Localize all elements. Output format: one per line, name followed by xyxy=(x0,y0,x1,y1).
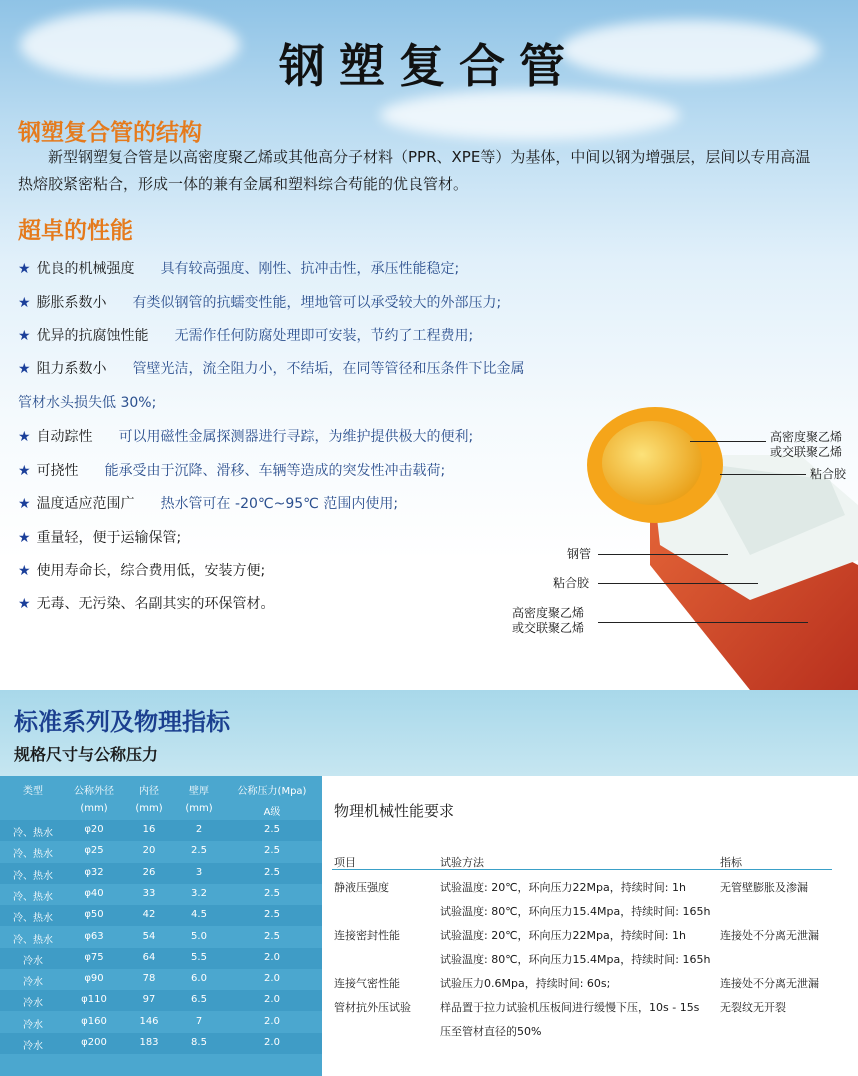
table-cell: 冷、热水 xyxy=(13,934,53,946)
feature-desc: 无需作任何防腐处理即可安装，节约了工程费用; xyxy=(174,328,474,344)
feature-title: 重量轻，便于运输保管; xyxy=(36,530,182,546)
spec-header-cell: 公称压力(Mpa) xyxy=(237,786,307,797)
table-row xyxy=(0,969,322,990)
table-cell: 2.5 xyxy=(264,824,280,835)
label-steel: 钢管 xyxy=(567,547,592,561)
mechanical-divider xyxy=(332,869,832,870)
feature-title: 阻力系数小 xyxy=(36,361,107,377)
spec-unit-cell: A级 xyxy=(263,807,281,818)
table-cell: 冷水 xyxy=(23,977,43,989)
mechanical-item-cell: 连接气密性能 xyxy=(334,977,400,990)
star-icon: ★ xyxy=(18,429,31,445)
mechanical-spec-cell: 连接处不分离无泄漏 xyxy=(720,977,819,990)
feature-desc: 可以用磁性金属探测器进行寻踪，为维护提供极大的便利; xyxy=(118,429,474,445)
label-inner-bottom xyxy=(512,606,584,636)
feature-item xyxy=(18,292,501,312)
table-cell: φ110 xyxy=(81,994,107,1006)
table-cell: 3 xyxy=(195,866,203,878)
feature-item xyxy=(18,258,459,278)
table-cell: 4.5 xyxy=(191,909,207,921)
table-cell: φ200 xyxy=(81,1037,107,1048)
label-line: 高密度聚乙烯 xyxy=(770,430,843,444)
leader-line xyxy=(690,441,766,442)
star-icon: ★ xyxy=(18,563,31,579)
spec-header-cell: 壁厚 xyxy=(189,786,209,797)
table-row xyxy=(0,1033,322,1054)
table-cell: 78 xyxy=(142,973,156,985)
table-cell: 2.0 xyxy=(264,994,280,1006)
feature-desc: 具有较高强度、刚性、抗冲击性，承压性能稳定; xyxy=(160,261,460,277)
mechanical-method-cell: 试验温度: 80℃，环向压力15.4Mpa，持续时间: 165h xyxy=(440,953,711,966)
feature-title: 使用寿命长，综合费用低，安装方便; xyxy=(36,563,266,579)
table-cell: φ32 xyxy=(84,866,104,878)
leader-line xyxy=(598,583,758,584)
mechanical-item-cell: 静液压强度 xyxy=(334,881,389,894)
mechanical-item-cell: 管材抗外压试验 xyxy=(334,1001,411,1014)
standards-subtitle: 规格尺寸与公称压力 xyxy=(14,745,159,764)
standards-band xyxy=(0,690,858,776)
mechanical-method-cell: 试验温度: 20℃，环向压力22Mpa，持续时间: 1h xyxy=(440,929,686,942)
leader-line xyxy=(720,474,806,475)
mechanical-title: 物理机械性能要求 xyxy=(334,802,455,820)
feature-item xyxy=(18,325,473,345)
star-icon: ★ xyxy=(18,530,31,546)
table-cell: φ25 xyxy=(84,845,104,857)
table-cell: φ63 xyxy=(84,930,104,942)
label-line: 或交联聚乙烯 xyxy=(512,621,585,635)
table-cell: 冷、热水 xyxy=(13,849,53,861)
table-cell: 54 xyxy=(142,930,156,942)
star-icon: ★ xyxy=(18,328,31,344)
table-cell: 2.0 xyxy=(264,973,280,985)
inner-bore xyxy=(602,421,702,505)
table-cell: 冷水 xyxy=(23,955,43,967)
page-title: 钢塑复合管 xyxy=(279,39,579,93)
table-cell: 2.5 xyxy=(264,887,280,899)
table-cell: 2.5 xyxy=(191,845,207,857)
feature-continuation: 管材水头损失低 30%; xyxy=(18,395,157,411)
table-cell: 2.5 xyxy=(264,845,280,857)
label-line: 高密度聚乙烯 xyxy=(512,606,585,620)
table-cell: 冷水 xyxy=(23,998,43,1010)
table-cell: 2.5 xyxy=(264,866,280,878)
table-cell: 146 xyxy=(139,1015,159,1027)
spec-unit-row xyxy=(0,799,322,820)
table-cell: 7 xyxy=(195,1015,203,1027)
mechanical-method-cell: 试验压力0.6Mpa，持续时间: 60s; xyxy=(440,977,611,990)
feature-item xyxy=(18,426,473,446)
mechanical-method-cell: 压至管材直径的50% xyxy=(440,1025,542,1038)
table-row xyxy=(0,820,322,841)
bottom-section xyxy=(0,690,858,1076)
table-cell: φ20 xyxy=(84,824,104,835)
mechanical-panel xyxy=(322,776,858,1076)
table-cell: 8.5 xyxy=(191,1037,207,1048)
structure-heading: 钢塑复合管的结构 xyxy=(18,120,202,146)
table-cell: 42 xyxy=(142,909,156,921)
table-cell: 冷、热水 xyxy=(13,870,53,882)
table-cell: 冷水 xyxy=(23,1019,43,1031)
table-row xyxy=(0,884,322,905)
star-icon: ★ xyxy=(18,361,31,377)
table-row xyxy=(0,1012,322,1033)
spec-header-cell: 内径 xyxy=(139,786,159,797)
spec-header-row xyxy=(0,778,322,799)
leader-line xyxy=(598,554,728,555)
table-cell: 3.2 xyxy=(191,887,207,899)
feature-desc: 管壁光洁，流全阻力小，不结垢，在同等管径和压条件下比金属 xyxy=(132,361,525,377)
spec-unit-cell: (mm) xyxy=(185,803,213,814)
label-outer-top xyxy=(770,430,842,460)
spec-table xyxy=(0,776,322,1076)
feature-item xyxy=(18,527,181,547)
table-cell: 183 xyxy=(139,1037,159,1048)
table-cell: 97 xyxy=(142,994,156,1006)
table-cell: φ75 xyxy=(84,951,104,963)
star-icon: ★ xyxy=(18,463,31,479)
table-cell: 2.0 xyxy=(264,1015,280,1027)
feature-title: 优良的机械强度 xyxy=(36,261,135,277)
table-cell: 冷、热水 xyxy=(13,891,53,903)
label-glue-bottom: 粘合胶 xyxy=(553,576,590,590)
feature-title: 可挠性 xyxy=(36,463,79,479)
feature-title: 无毒、无污染、名副其实的环保管材。 xyxy=(36,596,275,612)
table-cell: 冷水 xyxy=(23,1041,43,1052)
table-cell: 冷、热水 xyxy=(13,913,53,925)
feature-item xyxy=(18,593,275,613)
feature-item xyxy=(18,493,398,513)
table-cell: 2 xyxy=(195,824,203,835)
table-cell: 5.0 xyxy=(191,930,207,942)
mechanical-header-spec: 指标 xyxy=(720,856,742,869)
feature-item xyxy=(18,358,525,378)
table-cell: φ40 xyxy=(84,887,104,899)
mechanical-header-method: 试验方法 xyxy=(440,856,484,869)
mechanical-method-cell: 样品置于拉力试验机压板间进行缓慢下压，10s - 15s xyxy=(440,1001,700,1014)
table-cell: φ90 xyxy=(84,973,104,985)
table-cell: 6.0 xyxy=(191,973,207,985)
table-cell: 6.5 xyxy=(191,994,207,1006)
table-cell: 16 xyxy=(142,824,156,835)
performance-heading: 超卓的性能 xyxy=(18,218,133,244)
table-row xyxy=(0,905,322,926)
table-row xyxy=(0,990,322,1011)
table-cell: 冷、热水 xyxy=(13,828,53,839)
table-cell: 33 xyxy=(142,887,156,899)
feature-title: 自动踪性 xyxy=(36,429,93,445)
leader-line xyxy=(598,622,808,623)
table-cell: 64 xyxy=(142,951,156,963)
label-line: 或交联聚乙烯 xyxy=(770,445,843,459)
feature-item xyxy=(18,560,265,580)
feature-title: 优异的抗腐蚀性能 xyxy=(36,328,149,344)
table-row xyxy=(0,948,322,969)
label-glue-top: 粘合胶 xyxy=(810,467,847,481)
standards-title: 标准系列及物理指标 xyxy=(14,708,230,736)
table-row xyxy=(0,927,322,948)
table-row xyxy=(0,841,322,862)
feature-desc: 热水管可在 -20℃~95℃ 范围内使用; xyxy=(160,496,399,512)
spec-header-cell: 公称外径 xyxy=(74,786,114,797)
table-cell: 2.5 xyxy=(264,909,280,921)
table-cell: 2.0 xyxy=(264,1037,280,1048)
mechanical-item-cell: 连接密封性能 xyxy=(334,929,400,942)
mechanical-spec-cell: 无裂纹无开裂 xyxy=(720,1001,786,1014)
table-cell: φ160 xyxy=(81,1015,107,1027)
spec-header-cell: 类型 xyxy=(23,786,43,797)
feature-title: 温度适应范围广 xyxy=(36,496,135,512)
mechanical-spec-cell: 无管壁膨胀及渗漏 xyxy=(720,881,808,894)
star-icon: ★ xyxy=(18,596,31,612)
spec-unit-cell: (mm) xyxy=(135,803,163,814)
star-icon: ★ xyxy=(18,295,31,311)
feature-desc: 有类似钢管的抗蠕变性能，埋地管可以承受较大的外部压力; xyxy=(132,295,502,311)
table-cell: 2.0 xyxy=(264,951,280,963)
star-icon: ★ xyxy=(18,261,31,277)
feature-desc: 能承受由于沉降、滑移、车辆等造成的突发性冲击载荷; xyxy=(104,463,446,479)
table-cell: φ50 xyxy=(84,909,104,921)
mechanical-method-cell: 试验温度: 20℃，环向压力22Mpa，持续时间: 1h xyxy=(440,881,686,894)
spec-unit-cell: (mm) xyxy=(80,803,108,814)
feature-title: 膨胀系数小 xyxy=(36,295,107,311)
table-row xyxy=(0,863,322,884)
feature-item xyxy=(18,460,445,480)
table-cell: 2.5 xyxy=(264,930,280,942)
table-cell: 26 xyxy=(142,866,156,878)
table-cell: 5.5 xyxy=(191,951,207,963)
mechanical-method-cell: 试验温度: 80℃，环向压力15.4Mpa，持续时间: 165h xyxy=(440,905,711,918)
table-cell: 20 xyxy=(142,845,156,857)
mechanical-header-item: 项目 xyxy=(334,856,356,869)
structure-text: 新型钢塑复合管是以高密度聚乙烯或其他高分子材料（PPR、XPE等）为基体，中间以钢为增强层，层间以专用高温热熔胶紧密粘合，形成一体的兼有金属和塑料综合苟能的优良管材。 xyxy=(18,148,811,193)
mechanical-spec-cell: 连接处不分离无泄漏 xyxy=(720,929,819,942)
star-icon: ★ xyxy=(18,496,31,512)
cloud-decoration xyxy=(380,90,680,140)
